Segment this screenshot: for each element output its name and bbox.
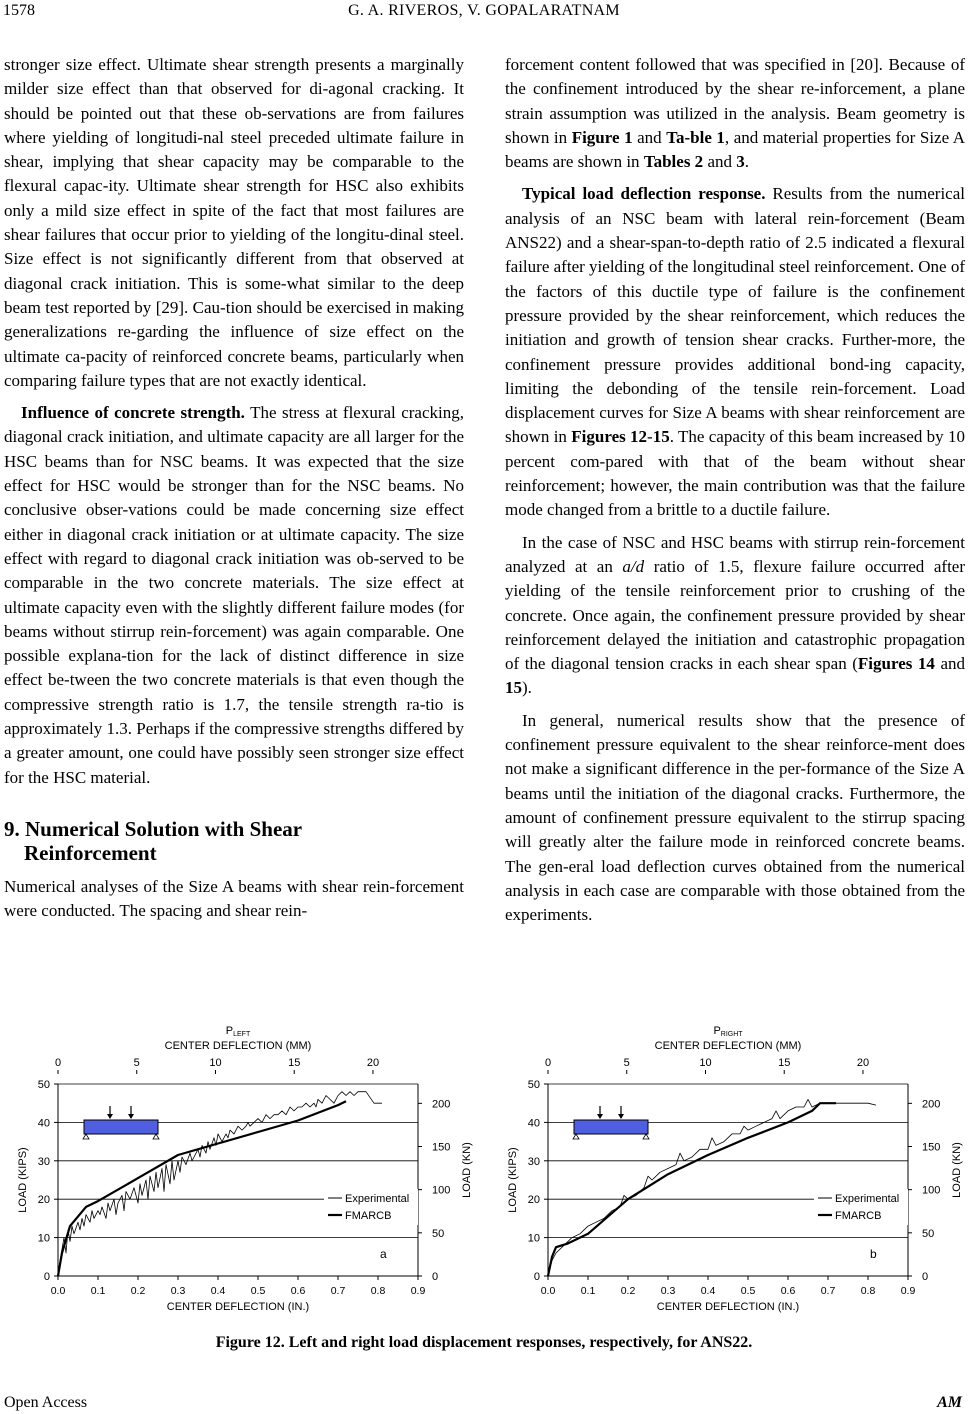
- figure-ref: 15: [652, 427, 670, 447]
- paragraph: [4, 401, 464, 790]
- footer-journal: AM: [937, 1394, 962, 1411]
- figure-ref: Figures 12: [571, 427, 648, 447]
- y-right-tick-label: 200: [432, 1098, 451, 1111]
- paragraph-text: Results from the numerical analysis of an NSC beam with lateral rein-forcement (Beam ANS22) and a shear-span-to-depth ratio of 2.5 indicated a flexural failure after yielding of the longitudinal steel reinforcement. One of the factors of this ductile type of failure is the confinement pressure provided by the shear reinforcement, which reduces the initiation and growth of tension shear cracks. Further-more, the confinement pressure provides additional bond-ing capacity, limiting the debonding of the tensile rein-forcement. Load displacement curves for Size A beams with shear reinforcement are shown in: [505, 184, 965, 447]
- left-column: [4, 53, 464, 924]
- paragraph: In general, numerical results show that the presence of confinement pressure equivalent to the shear reinforce-ment does not make a significant difference in the per-formance of the Size A beams until the initiation of the diagonal cracks. Furthermore, the amount of confinement pressure equivalent to the stirrup spacing will greatly alter the failure mode in reinforced concrete beams. The gen-eral load deflection curves obtained from the numerical analysis in each case are comparable with those obtained from the experiments.: [505, 710, 965, 925]
- paragraph-text: ratio of 1.5, flexure failure occurred after yielding of the tensile reinforcement prior to crushing of the concrete. Once again, the confinement pressure provided by shear reinforcement delayed the initiation and catastrophic propagation of the diagonal tension cracks in each shear span (: [505, 556, 966, 674]
- paragraph-text: forcement content followed that was specified in [20]. Because of the confinement introduced by the shear re-inforcement, a plane strain assumption was utilized in the analysis. Beam geometry is shown in: [505, 55, 965, 147]
- x-tick-label: 0.5: [250, 1285, 266, 1297]
- paragraph-text: .: [744, 152, 749, 172]
- x-tick-label: 0.7: [820, 1285, 836, 1297]
- x-tick-label: 0.0: [540, 1285, 556, 1297]
- top-tick-label: 10: [699, 1057, 712, 1069]
- y-axis-title: LOAD (KIPS): [17, 1147, 29, 1213]
- y-tick-label: 50: [527, 1079, 540, 1091]
- y-right-tick-label: 100: [432, 1184, 451, 1197]
- x-tick-label: 0.6: [290, 1285, 306, 1297]
- y-tick-label: 10: [37, 1232, 50, 1245]
- legend-label: FMARCB: [835, 1210, 882, 1222]
- top-tick-label: 20: [366, 1057, 380, 1069]
- paragraph: [505, 182, 965, 522]
- paragraph-text: , and material properties for Size A beams are shown in: [505, 127, 965, 172]
- top-tick-label: 0: [544, 1057, 552, 1069]
- beam-support: [573, 1134, 579, 1139]
- y-right-axis-title: LOAD (KN): [951, 1142, 963, 1198]
- paragraph-text: The stress at flexural cracking, diagonal crack initiation, and ultimate capacity are all larger for the HSC beams than for NSC beams. It was expected that the size effect for HSC would be stronger than for the NSC beams. No conclusive obser-vations could be made concerning size effect either in diagonal crack initiation or at ultimate capacity. The size effect with regard to diagonal crack initiation was ob-served to be comparable in the two concrete materials. The size effect at ultimate capacity even with the slightly different failure modes (for beams without stirrup rein-forcement) was again comparable. One possible explana-tion for the lack of distinct difference in size effect be-tween the two concrete materials is that even though the compressive strength ratio is 1.7, the tensile strength ra-tio is approximately 1.3. Perhaps if the compressive strengths differed by a greater amount, one could have possibly seen stronger size effect for the HSC material.: [4, 403, 464, 787]
- y-tick-label: 30: [37, 1155, 50, 1168]
- top-tick-label: 5: [133, 1057, 140, 1069]
- figure-ref: Figure 1: [571, 127, 633, 147]
- top-tick-label: 10: [209, 1057, 222, 1069]
- beam-support: [643, 1134, 649, 1139]
- y-tick-label: 10: [527, 1232, 540, 1245]
- chart-title-main: P: [713, 1025, 721, 1037]
- paragraph-lead: Typical load deflection response.: [522, 184, 766, 204]
- x-tick-label: 0.5: [740, 1285, 756, 1297]
- y-tick-label: 20: [527, 1194, 540, 1207]
- section-heading: [4, 817, 464, 865]
- x-tick-label: 0.3: [660, 1285, 676, 1297]
- x-tick-label: 0.8: [860, 1285, 876, 1297]
- panel-label: b: [870, 1247, 877, 1261]
- footer-open-access: Open Access: [4, 1394, 88, 1411]
- y-axis-title: LOAD (KIPS): [507, 1147, 519, 1213]
- chart-title-main: P: [225, 1025, 234, 1037]
- page-number: 1578: [3, 2, 35, 19]
- beam-support: [153, 1134, 159, 1139]
- y-tick-label: 40: [527, 1117, 540, 1130]
- paragraph-lead: Influence of concrete strength.: [21, 403, 245, 423]
- legend-label: FMARCB: [345, 1210, 392, 1222]
- y-tick-label: 20: [37, 1194, 50, 1207]
- chart-title: [226, 1025, 251, 1038]
- y-right-tick-label: 50: [922, 1227, 935, 1240]
- paragraph-text: and: [632, 127, 667, 147]
- figure-panel-b: [500, 1022, 963, 1327]
- top-tick-label: 5: [623, 1057, 630, 1069]
- x-tick-label: 0.1: [580, 1285, 596, 1297]
- right-column: [505, 53, 965, 927]
- y-right-tick-label: 100: [922, 1184, 941, 1197]
- y-tick-label: 50: [37, 1079, 50, 1091]
- section-heading-line: 9. Numerical Solution with Shear: [4, 816, 303, 841]
- figure-caption: Figure 12. Left and right load displacement responses, respectively, for ANS22.: [215, 1334, 753, 1351]
- chart-title-sub: RIGHT: [720, 1031, 743, 1038]
- table-ref: Tables 2: [643, 152, 704, 172]
- beam-diagram: [84, 1120, 158, 1134]
- x-tick-label: 0.0: [50, 1285, 66, 1297]
- series-experimental: [58, 1092, 382, 1276]
- running-title: G. A. RIVEROS, V. GOPALARATNAM: [348, 2, 620, 19]
- y-tick-label: 0: [533, 1271, 540, 1283]
- x-tick-label: 0.2: [620, 1285, 636, 1297]
- x-tick-label: 0.9: [900, 1285, 916, 1297]
- load-arrow-head: [618, 1114, 624, 1119]
- load-arrow-head: [128, 1114, 134, 1119]
- paragraph-text: In the case of NSC and HSC beams with stirrup rein-forcement analyzed at an: [505, 532, 965, 576]
- x-tick-label: 0.3: [170, 1285, 186, 1297]
- x-tick-label: 0.7: [330, 1285, 346, 1297]
- y-right-tick-label: 150: [922, 1141, 941, 1154]
- paragraph-text: ).: [522, 678, 532, 698]
- y-right-tick-label: 200: [922, 1098, 941, 1111]
- table-ref: Ta-ble 1: [666, 127, 725, 147]
- chart-title-sub: LEFT: [233, 1031, 251, 1038]
- load-deflection-chart-left: [10, 1022, 473, 1322]
- y-right-tick-label: 0: [432, 1271, 439, 1283]
- x-tick-label: 0.1: [90, 1285, 106, 1297]
- top-tick-label: 15: [778, 1057, 791, 1069]
- x-tick-label: 0.8: [370, 1285, 386, 1297]
- y-right-axis-title: LOAD (KN): [461, 1142, 473, 1198]
- figure-panel-a: [10, 1022, 473, 1327]
- top-axis-title: CENTER DEFLECTION (MM): [164, 1040, 312, 1052]
- y-tick-label: 40: [37, 1117, 50, 1130]
- paragraph-text: . The capacity of this beam increased by 10 percent com-pared with that of the beam without shear reinforcement; however, the main contribution was that the failure mode changed from a brittle to a ductile failure.: [505, 427, 965, 520]
- panel-label: a: [380, 1247, 387, 1261]
- load-deflection-chart-right: [500, 1022, 963, 1322]
- beam-diagram: [574, 1120, 648, 1134]
- x-axis-title: CENTER DEFLECTION (IN.): [166, 1301, 310, 1313]
- y-right-tick-label: 0: [922, 1271, 929, 1283]
- top-tick-label: 0: [54, 1057, 62, 1069]
- top-axis-title: CENTER DEFLECTION (MM): [654, 1040, 802, 1052]
- running-header: [0, 0, 968, 24]
- paragraph: [505, 53, 965, 174]
- paragraph: stronger size effect. Ultimate shear strength presents a marginally milder size effect than that observed for di-agonal cracking. It should be pointed out that these ob-servations are from failures where yielding of longitudi-nal steel preceded ultimate failure in shear, implying that shear capacity may be comparable to the flexural capac-ity. Ultimate shear strength for HSC also exhibits only a mild size effect in spite of the fact that most failures are shear failures that occur prior to yielding of the longitu-dinal steel. Size effect is not significantly different from that observed at diagonal crack initiation. This is some-what similar to the deep beam test reported by [29]. Cau-tion should be exercised in making generalizations re-garding the influence of size effect on the ultimate ca-pacity of reinforced concrete beams, particularly when comparing failure types that are not exactly identical.: [4, 55, 464, 390]
- x-tick-label: 0.9: [410, 1285, 426, 1297]
- top-tick-label: 20: [856, 1057, 870, 1069]
- paragraph-text: -: [647, 427, 653, 447]
- x-tick-label: 0.2: [130, 1285, 146, 1297]
- x-tick-label: 0.6: [780, 1285, 796, 1297]
- load-arrow-head: [597, 1114, 603, 1119]
- y-right-tick-label: 50: [432, 1227, 445, 1240]
- section-heading-line: Reinforcement: [24, 840, 157, 865]
- paragraph-text: and: [934, 654, 966, 674]
- figure-ref: 15: [505, 678, 522, 698]
- legend-label: Experimental: [345, 1193, 410, 1205]
- x-axis-title: CENTER DEFLECTION (IN.): [656, 1301, 800, 1313]
- load-arrow-head: [107, 1114, 113, 1119]
- y-tick-label: 30: [527, 1155, 540, 1168]
- paragraph: Numerical analyses of the Size A beams with shear rein-forcement were conducted. The spacing and shear rein-: [4, 876, 464, 921]
- x-tick-label: 0.4: [700, 1285, 716, 1297]
- paragraph: [505, 531, 965, 701]
- italic-term: a/d: [622, 556, 645, 576]
- table-ref: 3: [736, 152, 745, 172]
- top-tick-label: 15: [288, 1057, 301, 1069]
- figure-ref: Figures 14: [857, 654, 935, 674]
- x-tick-label: 0.4: [210, 1285, 226, 1297]
- legend-label: Experimental: [835, 1193, 900, 1205]
- chart-title: [713, 1025, 743, 1038]
- paragraph-text: and: [703, 152, 737, 172]
- y-tick-label: 0: [43, 1271, 50, 1283]
- y-right-tick-label: 150: [432, 1141, 451, 1154]
- beam-support: [83, 1134, 89, 1139]
